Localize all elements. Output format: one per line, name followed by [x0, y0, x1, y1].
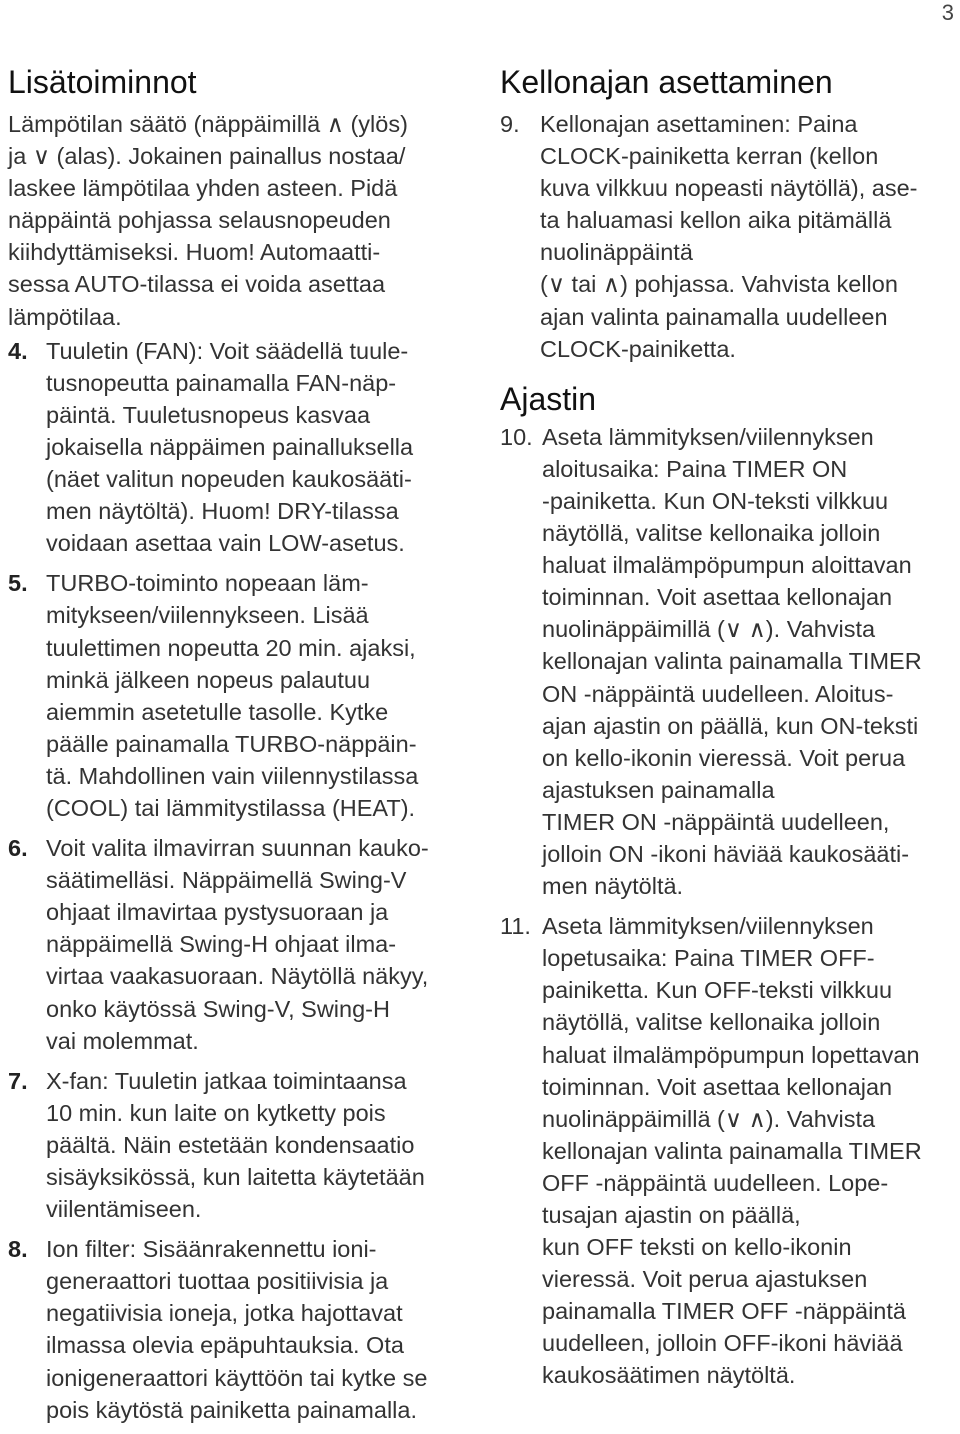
text-line: X-fan: Tuuletin jatkaa toimintaansa	[46, 1067, 407, 1094]
text-line: näytöllä, valitse kellonaika jolloin	[542, 1009, 881, 1036]
text-line: näppäintä pohjassa selausnopeuden	[8, 207, 391, 234]
text-line: voidaan asettaa vain LOW-asetus.	[46, 530, 405, 557]
text-line: kiihdyttämiseksi. Huom! Automaatti-	[8, 239, 381, 266]
text-line: (∨ tai ∧) pohjassa. Vahvista kellon	[540, 271, 898, 298]
text-line: TURBO-toiminto nopeaan läm-	[46, 570, 369, 597]
section-heading-kellonaika: Kellonajan asettaminen	[500, 64, 833, 100]
text-line: CLOCK-painiketta kerran (kellon	[540, 143, 879, 170]
text-line: ja ∨ (alas). Jokainen painallus nostaa/	[8, 143, 406, 170]
text-line: virtaa vaakasuoraan. Näytöllä näkyy,	[46, 963, 429, 990]
item-number: 11.	[500, 913, 531, 940]
list-item-8	[8, 1233, 468, 1426]
text-line: kun OFF teksti on kello-ikonin	[542, 1234, 852, 1261]
right-column	[500, 62, 958, 1400]
item-number: 9.	[500, 111, 520, 137]
text-line: tusajan ajastin on päällä,	[542, 1202, 801, 1228]
text-line: päältä. Näin estetään kondensaatio	[46, 1131, 415, 1158]
text-line: men näytöltä). Huom! DRY-tilassa	[46, 498, 399, 525]
text-line: negatiivisia ioneja, jotka hajottavat	[46, 1300, 403, 1327]
text-line: ajan ajastin on päällä, kun ON-teksti	[542, 712, 919, 739]
text-line: toiminnan. Voit asettaa kellonajan	[542, 584, 893, 611]
text-line: tuulettimen nopeutta 20 min. ajaksi,	[46, 634, 416, 661]
text-line: vieressä. Voit perua ajastuksen	[542, 1266, 868, 1293]
text-line: ajan valinta painamalla uudelleen	[540, 303, 888, 330]
intro-paragraph	[8, 108, 468, 333]
text-line: haluat ilmalämpöpumpun lopettavan	[542, 1041, 920, 1068]
text-line: kuva vilkkuu nopeasti näytöllä), ase-	[540, 175, 918, 202]
text-line: aiemmin asetetulle tasolle. Kytke	[46, 698, 389, 725]
text-line: Aseta lämmityksen/viilennyksen	[542, 913, 874, 940]
text-line: laskee lämpötilaa yhden asteen. Pidä	[8, 175, 398, 202]
text-line: aloitusaika: Paina TIMER ON	[542, 455, 848, 482]
text-line: kellonajan valinta painamalla TIMER	[542, 1137, 922, 1164]
text-line: generaattori tuottaa positiivisia ja	[46, 1268, 389, 1295]
list-item-4	[8, 335, 468, 560]
text-line: ohjaat ilmavirtaa pystysuoraan ja	[46, 899, 389, 926]
item-number: 8.	[8, 1236, 28, 1263]
text-line: ajastuksen painamalla	[542, 776, 775, 803]
text-line: TIMER ON -näppäintä uudelleen,	[542, 808, 890, 835]
text-line: jokaisella näppäimen painalluksella	[46, 433, 414, 460]
text-line: vai molemmat.	[46, 1027, 199, 1054]
text-line: tä. Mahdollinen vain viilennystilassa	[46, 762, 419, 789]
text-line: haluat ilmalämpöpumpun aloittavan	[542, 552, 912, 579]
text-line: Kellonajan asettaminen: Paina	[540, 111, 858, 137]
text-line: Ion filter: Sisäänrakennettu ioni-	[46, 1236, 377, 1263]
text-line: tusnopeutta painamalla FAN-näp-	[46, 369, 397, 396]
list-item-11	[500, 910, 958, 1391]
text-line: pois käytöstä painiketta painamalla.	[46, 1396, 417, 1423]
item-number: 6.	[8, 835, 28, 862]
text-line: näppäimellä Swing-H ohjaat ilma-	[46, 931, 397, 958]
page-number: 3	[941, 0, 954, 25]
text-line: sessa AUTO-tilassa ei voida asettaa	[8, 271, 386, 298]
list-item-10	[500, 421, 958, 902]
text-line: ilmassa olevia epäpuhtauksia. Ota	[46, 1332, 404, 1359]
text-line: toiminnan. Voit asettaa kellonajan	[542, 1073, 893, 1100]
text-line: mitykseen/viilennykseen. Lisää	[46, 602, 369, 629]
list-item-9	[500, 108, 958, 365]
text-line: lämpötilaa.	[8, 303, 122, 330]
text-line: 10 min. kun laite on kytketty pois	[46, 1099, 386, 1126]
text-line: ionigeneraattori käyttöön tai kytke se	[46, 1364, 428, 1391]
text-line: nuolinäppäimillä (∨ ∧). Vahvista	[542, 616, 876, 643]
text-line: onko käytössä Swing-V, Swing-H	[46, 995, 390, 1022]
text-line: ON -näppäintä uudelleen. Aloitus-	[542, 680, 894, 707]
text-line: kaukosäätimen näytöltä.	[542, 1362, 796, 1389]
text-line: Lämpötilan säätö (näppäimillä ∧ (ylös)	[8, 111, 408, 137]
text-line: sisäyksikössä, kun laitetta käytetään	[46, 1164, 425, 1190]
text-line: päintä. Tuuletusnopeus kasvaa	[46, 401, 371, 428]
text-line: säätimelläsi. Näppäimellä Swing-V	[46, 867, 407, 894]
text-line: Tuuletin (FAN): Voit säädellä tuule-	[46, 337, 409, 364]
item-number: 10.	[500, 423, 533, 450]
text-line: painiketta. Kun OFF-teksti vilkkuu	[542, 977, 893, 1004]
list-item-6	[8, 832, 468, 1057]
text-line: painamalla TIMER OFF -näppäintä	[542, 1298, 906, 1325]
item-number: 4.	[8, 337, 28, 364]
list-item-5	[8, 567, 468, 824]
text-line: jolloin ON -ikoni häviää kaukosääti-	[542, 840, 910, 867]
text-line: men näytöltä.	[542, 873, 684, 900]
text-line: ta haluamasi kellon aika pitämällä	[540, 207, 892, 234]
text-line: nuolinäppäintä	[540, 239, 693, 266]
section-heading-ajastin: Ajastin	[500, 380, 597, 417]
text-line: OFF -näppäintä uudelleen. Lope-	[542, 1169, 889, 1196]
text-line: minkä jälkeen nopeus palautuu	[46, 666, 371, 693]
text-line: viilentämiseen.	[46, 1196, 202, 1223]
text-line: Aseta lämmityksen/viilennyksen	[542, 423, 874, 450]
text-line: on kello-ikonin vieressä. Voit perua	[542, 744, 906, 771]
text-line: Voit valita ilmavirran suunnan kauko-	[46, 835, 429, 862]
text-line: kellonajan valinta painamalla TIMER	[542, 648, 922, 675]
text-line: nuolinäppäimillä (∨ ∧). Vahvista	[542, 1105, 876, 1132]
text-line: (näet valitun nopeuden kaukosääti-	[46, 466, 412, 493]
text-line: lopetusaika: Paina TIMER OFF-	[542, 945, 875, 972]
text-line: päälle painamalla TURBO-näppäin-	[46, 730, 417, 757]
text-line: näytöllä, valitse kellonaika jolloin	[542, 520, 881, 547]
item-number: 5.	[8, 570, 28, 597]
list-item-7	[8, 1065, 468, 1225]
text-line: CLOCK-painiketta.	[540, 335, 736, 362]
text-line: (COOL) tai lämmitystilassa (HEAT).	[46, 794, 416, 821]
section-heading-lisatoiminnot: Lisätoiminnot	[8, 64, 197, 100]
left-column	[8, 62, 468, 1434]
item-number: 7.	[8, 1067, 28, 1094]
text-line: uudelleen, jolloin OFF-ikoni häviää	[542, 1330, 903, 1357]
text-line: -painiketta. Kun ON-teksti vilkkuu	[542, 487, 889, 514]
